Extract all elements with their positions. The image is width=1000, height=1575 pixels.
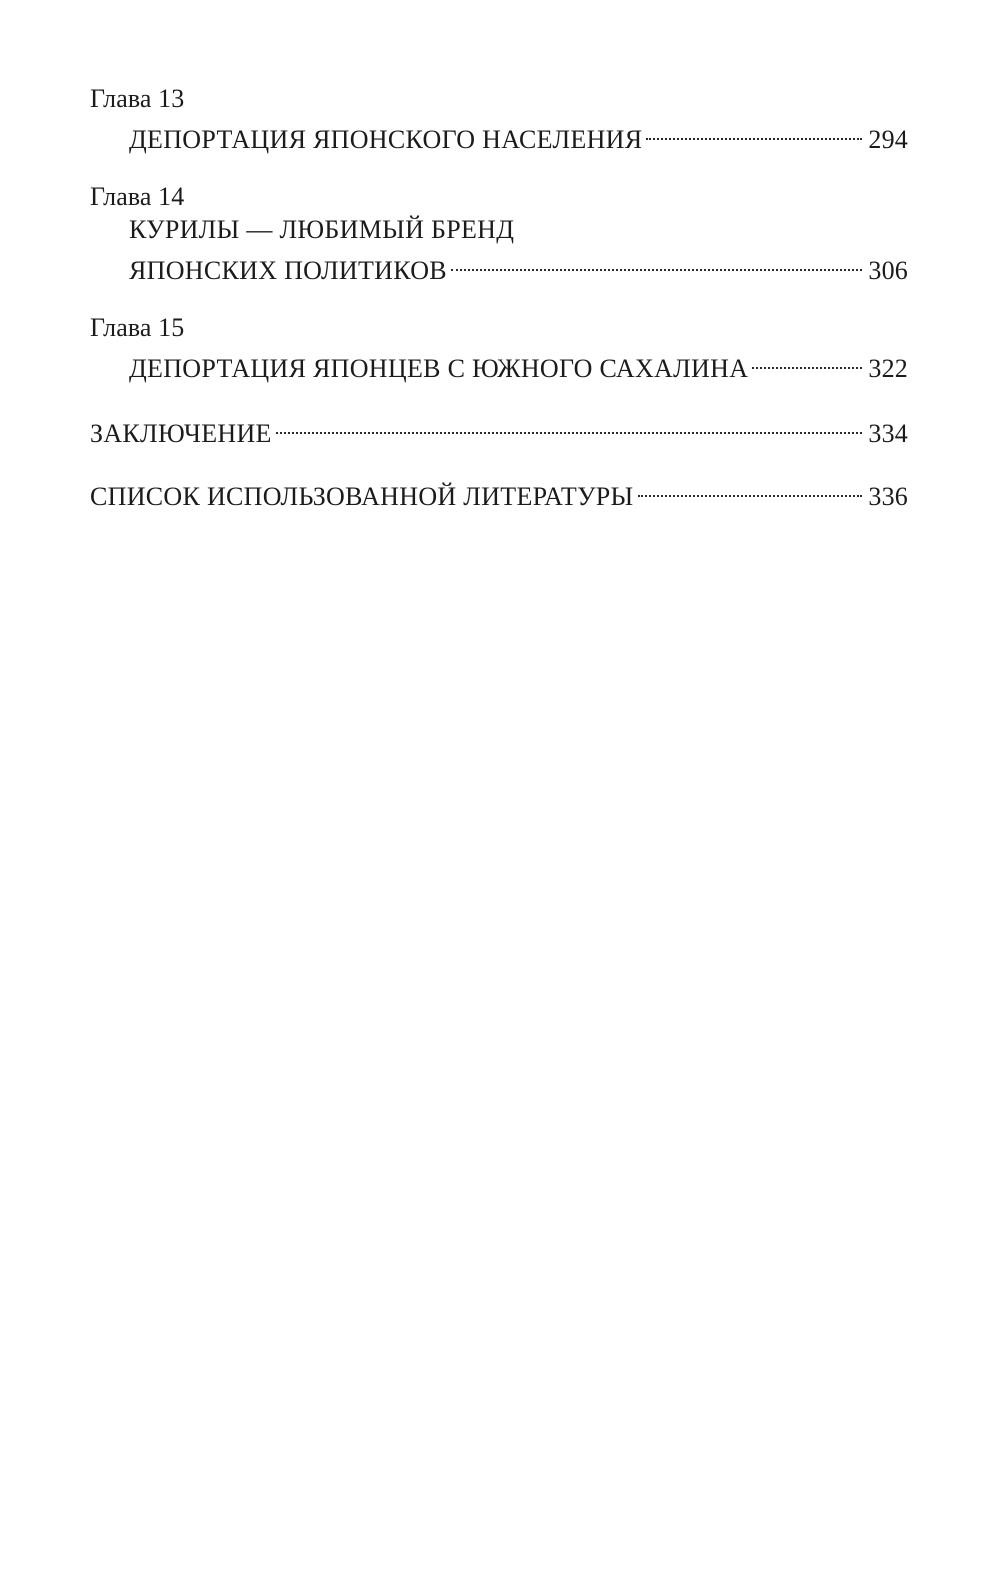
- chapter-label: Глава 13: [90, 84, 185, 113]
- chapter-title-line: КУРИЛЫ — ЛЮБИМЫЙ БРЕНД: [129, 215, 515, 244]
- chapter-title: ДЕПОРТАЦИЯ ЯПОНСКОГО НАСЕЛЕНИЯ: [129, 125, 643, 154]
- toc-line: [90, 472, 908, 513]
- dot-leader: [451, 246, 862, 279]
- toc-entry-bibliography: [90, 472, 908, 513]
- toc-line: [90, 409, 908, 450]
- dot-leader: [638, 472, 863, 505]
- toc-entry-chapter-13: [90, 82, 908, 156]
- page-number: 334: [868, 419, 908, 448]
- page-number: 322: [868, 354, 908, 383]
- page-number: 306: [868, 256, 908, 285]
- page-number: 294: [868, 125, 908, 154]
- page-number: 336: [868, 482, 908, 511]
- table-of-contents: [90, 82, 908, 537]
- chapter-label: Глава 14: [90, 182, 185, 211]
- toc-entry-chapter-14: [90, 180, 908, 287]
- chapter-label: Глава 15: [90, 313, 185, 342]
- toc-entry-chapter-15: [90, 311, 908, 385]
- section-title: СПИСОК ИСПОЛЬЗОВАННОЙ ЛИТЕРАТУРЫ: [90, 482, 634, 511]
- toc-line: [90, 344, 908, 385]
- dot-leader: [752, 344, 862, 377]
- toc-line: [90, 115, 908, 156]
- toc-line: [90, 246, 908, 287]
- chapter-title: ЯПОНСКИХ ПОЛИТИКОВ: [129, 256, 447, 285]
- chapter-title: ДЕПОРТАЦИЯ ЯПОНЦЕВ С ЮЖНОГО САХАЛИНА: [129, 354, 749, 383]
- toc-entry-conclusion: [90, 409, 908, 450]
- section-title: ЗАКЛЮЧЕНИЕ: [90, 419, 272, 448]
- dot-leader: [646, 115, 862, 148]
- dot-leader: [276, 409, 863, 442]
